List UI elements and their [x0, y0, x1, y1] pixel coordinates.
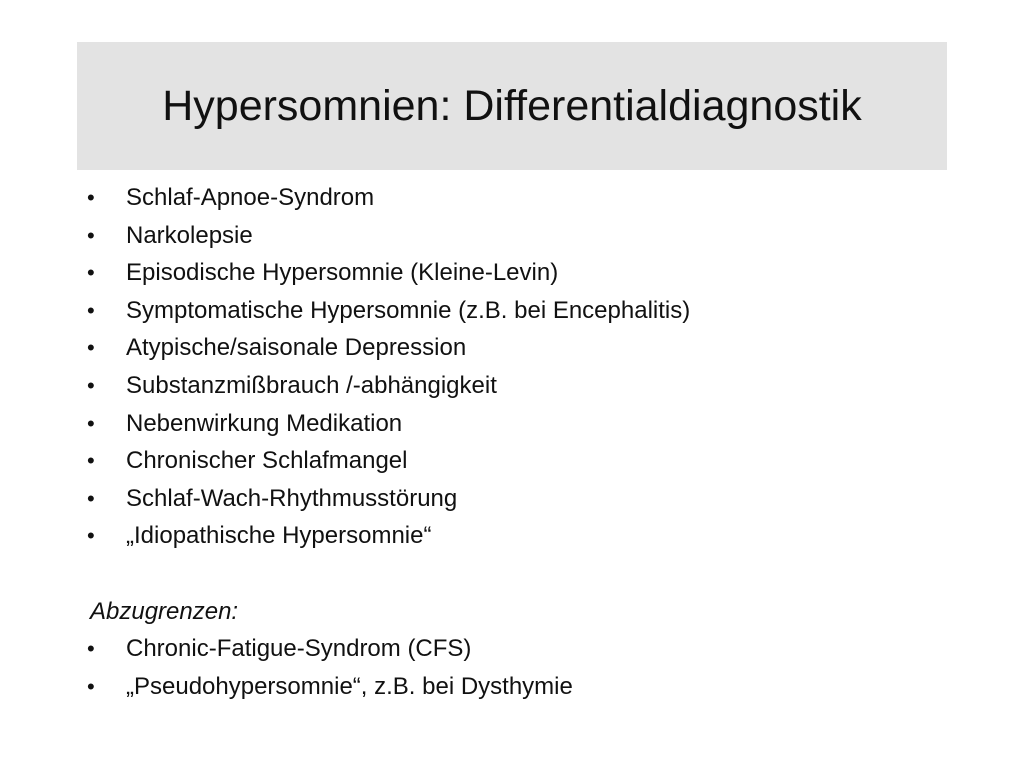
list-item-text: Nebenwirkung Medikation — [126, 409, 403, 437]
list-item — [0, 517, 1024, 555]
bullet: • — [87, 448, 95, 474]
bullet: • — [87, 372, 95, 398]
list-item-text: Narkolepsie — [126, 221, 253, 249]
list-item — [0, 442, 1024, 480]
bullet: • — [87, 222, 95, 248]
bullet: • — [87, 335, 95, 361]
list-item-text: Schlaf-Apnoe-Syndrom — [126, 184, 375, 211]
exclusion-list — [0, 630, 1024, 705]
bullet: • — [87, 673, 95, 699]
list-item — [0, 480, 1024, 518]
bullet: • — [87, 485, 95, 511]
sub-heading: Abzugrenzen: — [90, 598, 239, 625]
list-item-text: „Idiopathische Hypersomnie“ — [126, 522, 432, 550]
bullet: • — [87, 523, 95, 549]
list-item — [0, 329, 1024, 367]
bullet: • — [87, 410, 95, 436]
list-item-text: „Pseudohypersomnie“, z.B. bei Dysthymie — [126, 672, 573, 700]
slide-title: Hypersomnien: Differentialdiagnostik — [162, 82, 862, 130]
list-item — [0, 254, 1024, 292]
list-item-text: Schlaf-Wach-Rhythmusstörung — [126, 484, 458, 512]
list-item-text: Symptomatische Hypersomnie (z.B. bei Encephalitis) — [126, 296, 691, 324]
list-item — [0, 292, 1024, 330]
bullet: • — [87, 636, 95, 661]
list-item — [0, 405, 1024, 443]
bullet: • — [87, 260, 95, 286]
list-item-text: Substanzmißbrauch /-abhängigkeit — [126, 371, 497, 399]
list-item — [0, 217, 1024, 255]
list-item-text: Chronischer Schlafmangel — [126, 447, 408, 475]
list-item-text: Episodische Hypersomnie (Kleine-Levin) — [126, 259, 559, 287]
bullet: • — [87, 297, 95, 323]
list-item-text: Chronic-Fatigue-Syndrom (CFS) — [126, 635, 472, 662]
list-item — [0, 630, 1024, 668]
bullet: • — [87, 185, 95, 210]
list-item — [0, 668, 1024, 706]
list-item — [0, 179, 1024, 217]
differential-list — [0, 179, 1024, 555]
list-item-text: Atypische/saisonale Depression — [126, 334, 467, 362]
list-item — [0, 367, 1024, 405]
